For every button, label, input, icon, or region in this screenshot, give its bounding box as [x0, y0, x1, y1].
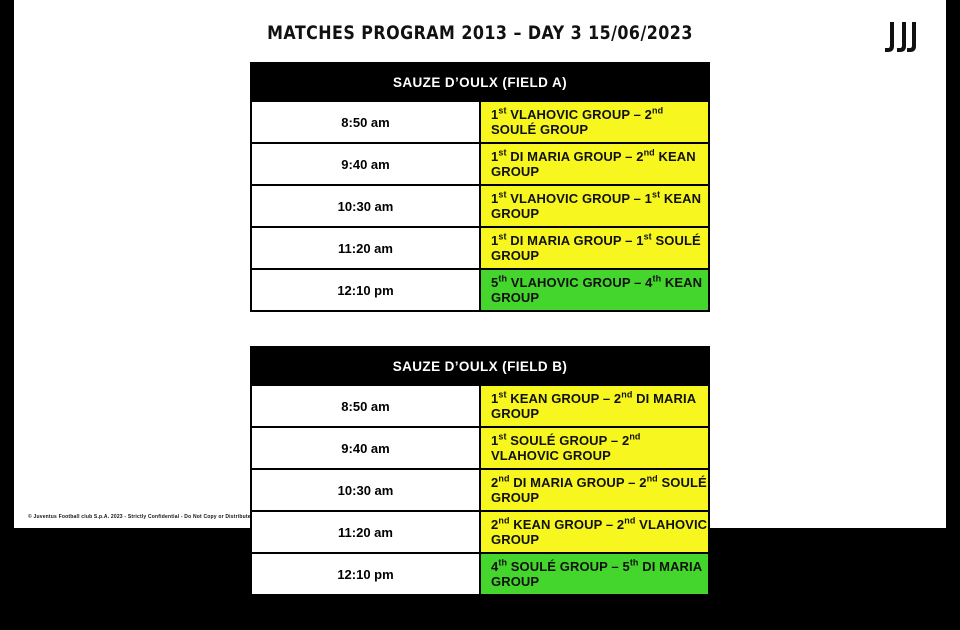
rank-1: 1 [491, 191, 499, 206]
match-teams [480, 553, 709, 595]
separator: – [607, 559, 623, 574]
match-teams [480, 143, 709, 185]
rank-2-ordinal: nd [652, 105, 664, 116]
rank-2-ordinal: th [629, 557, 639, 568]
match-time: 11:20 am [251, 227, 480, 269]
team-2: KEAN GROUP [491, 149, 696, 179]
match-teams [480, 269, 709, 311]
rank-1-ordinal: th [498, 273, 508, 284]
rank-2-ordinal: st [652, 189, 661, 200]
team-2: DI MARIA GROUP [491, 391, 696, 421]
rank-2: 1 [644, 191, 652, 206]
rank-2-ordinal: nd [646, 473, 658, 484]
table-header-label: SAUZE D’OULX (FIELD A) [251, 63, 709, 101]
match-time: 9:40 am [251, 143, 480, 185]
team-1: DI MARIA GROUP [506, 233, 622, 248]
table-row [251, 185, 709, 227]
rank-1: 2 [491, 517, 499, 532]
rank-1: 4 [491, 559, 499, 574]
slide [14, 0, 946, 589]
team-2: SOULÉ GROUP [491, 233, 701, 263]
separator: – [624, 475, 640, 490]
schedule-tables [250, 62, 710, 630]
match-time: 10:30 am [251, 185, 480, 227]
rank-1-ordinal: st [498, 189, 507, 200]
match-teams [480, 185, 709, 227]
team-2: VLAHOVIC GROUP [491, 517, 708, 547]
separator: – [599, 391, 614, 406]
match-teams [480, 469, 709, 511]
table-row [251, 269, 709, 311]
team-2: DI MARIA GROUP [491, 559, 702, 589]
rank-2-ordinal: nd [624, 515, 636, 526]
team-1: SOULÉ GROUP [507, 559, 608, 574]
team-2: SOULÉ GROUP [491, 475, 707, 505]
team-1: DI MARIA GROUP [506, 149, 622, 164]
separator: – [607, 433, 622, 448]
team-1: VLAHOVIC GROUP [506, 107, 630, 122]
team-2: SOULÉ GROUP [491, 122, 589, 137]
match-teams [480, 511, 709, 553]
match-time: 12:10 pm [251, 269, 480, 311]
separator: – [602, 517, 617, 532]
rank-1-ordinal: st [498, 231, 507, 242]
rank-2: 4 [645, 275, 653, 290]
team-1: VLAHOVIC GROUP [507, 275, 631, 290]
team-1: SOULÉ GROUP [506, 433, 608, 448]
match-teams [480, 385, 709, 427]
team-1: KEAN GROUP [506, 391, 600, 406]
rank-2-ordinal: nd [643, 147, 655, 158]
match-time: 8:50 am [251, 385, 480, 427]
rank-1: 2 [491, 475, 499, 490]
rank-1: 1 [491, 233, 499, 248]
table-row [251, 385, 709, 427]
rank-2: 2 [644, 107, 652, 122]
rank-2: 2 [621, 433, 630, 448]
table-row [251, 427, 709, 469]
rank-2: 1 [636, 233, 644, 248]
table-row [251, 469, 709, 511]
rank-1: 5 [491, 275, 499, 290]
match-time: 9:40 am [251, 427, 480, 469]
separator: – [629, 107, 645, 122]
rank-2: 2 [616, 517, 625, 532]
rank-1-ordinal: th [498, 557, 508, 568]
rank-2: 2 [639, 475, 647, 490]
rank-2: 2 [636, 149, 644, 164]
juventus-logo [880, 16, 924, 60]
rank-1: 1 [491, 149, 499, 164]
table-header-row [251, 63, 709, 101]
table-row [251, 101, 709, 143]
match-teams [480, 101, 709, 143]
rank-1-ordinal: st [498, 147, 507, 158]
team-1: VLAHOVIC GROUP [506, 191, 630, 206]
team-1: KEAN GROUP [509, 517, 603, 532]
rank-1-ordinal: st [498, 389, 507, 400]
rank-1-ordinal: nd [498, 473, 510, 484]
table-row [251, 227, 709, 269]
match-time: 11:20 am [251, 511, 480, 553]
schedule-table-field-b [250, 346, 710, 596]
match-time: 8:50 am [251, 101, 480, 143]
rank-1: 1 [491, 433, 499, 448]
schedule-table-field-a [250, 62, 710, 312]
rank-2: 2 [613, 391, 622, 406]
team-1: DI MARIA GROUP [509, 475, 625, 490]
rank-1: 1 [491, 107, 499, 122]
team-2: KEAN GROUP [491, 275, 703, 305]
table-row [251, 553, 709, 595]
separator: – [629, 191, 645, 206]
rank-1-ordinal: nd [498, 515, 510, 526]
table-row [251, 143, 709, 185]
page-title: MATCHES PROGRAM 2013 – DAY 3 15/06/2023 [267, 22, 693, 44]
table-header-label: SAUZE D’OULX (FIELD B) [251, 347, 709, 385]
rank-2-ordinal: nd [621, 389, 633, 400]
match-time: 12:10 pm [251, 553, 480, 595]
rank-1: 1 [491, 391, 499, 406]
rank-2-ordinal: th [652, 273, 662, 284]
separator: – [621, 233, 637, 248]
team-2: KEAN GROUP [491, 191, 702, 221]
table-row [251, 511, 709, 553]
rank-1-ordinal: st [498, 431, 507, 442]
separator: – [630, 275, 646, 290]
rank-2: 5 [622, 559, 630, 574]
match-teams [480, 427, 709, 469]
team-2: VLAHOVIC GROUP [491, 448, 611, 463]
footer-copyright: © Juventus Football club S.p.A. 2023 - Strictly Confidential - Do Not Copy or Distribute [28, 514, 251, 520]
match-teams [480, 227, 709, 269]
rank-2-ordinal: nd [629, 431, 641, 442]
rank-2-ordinal: st [643, 231, 652, 242]
match-time: 10:30 am [251, 469, 480, 511]
rank-1-ordinal: st [498, 105, 507, 116]
separator: – [621, 149, 637, 164]
table-header-row [251, 347, 709, 385]
